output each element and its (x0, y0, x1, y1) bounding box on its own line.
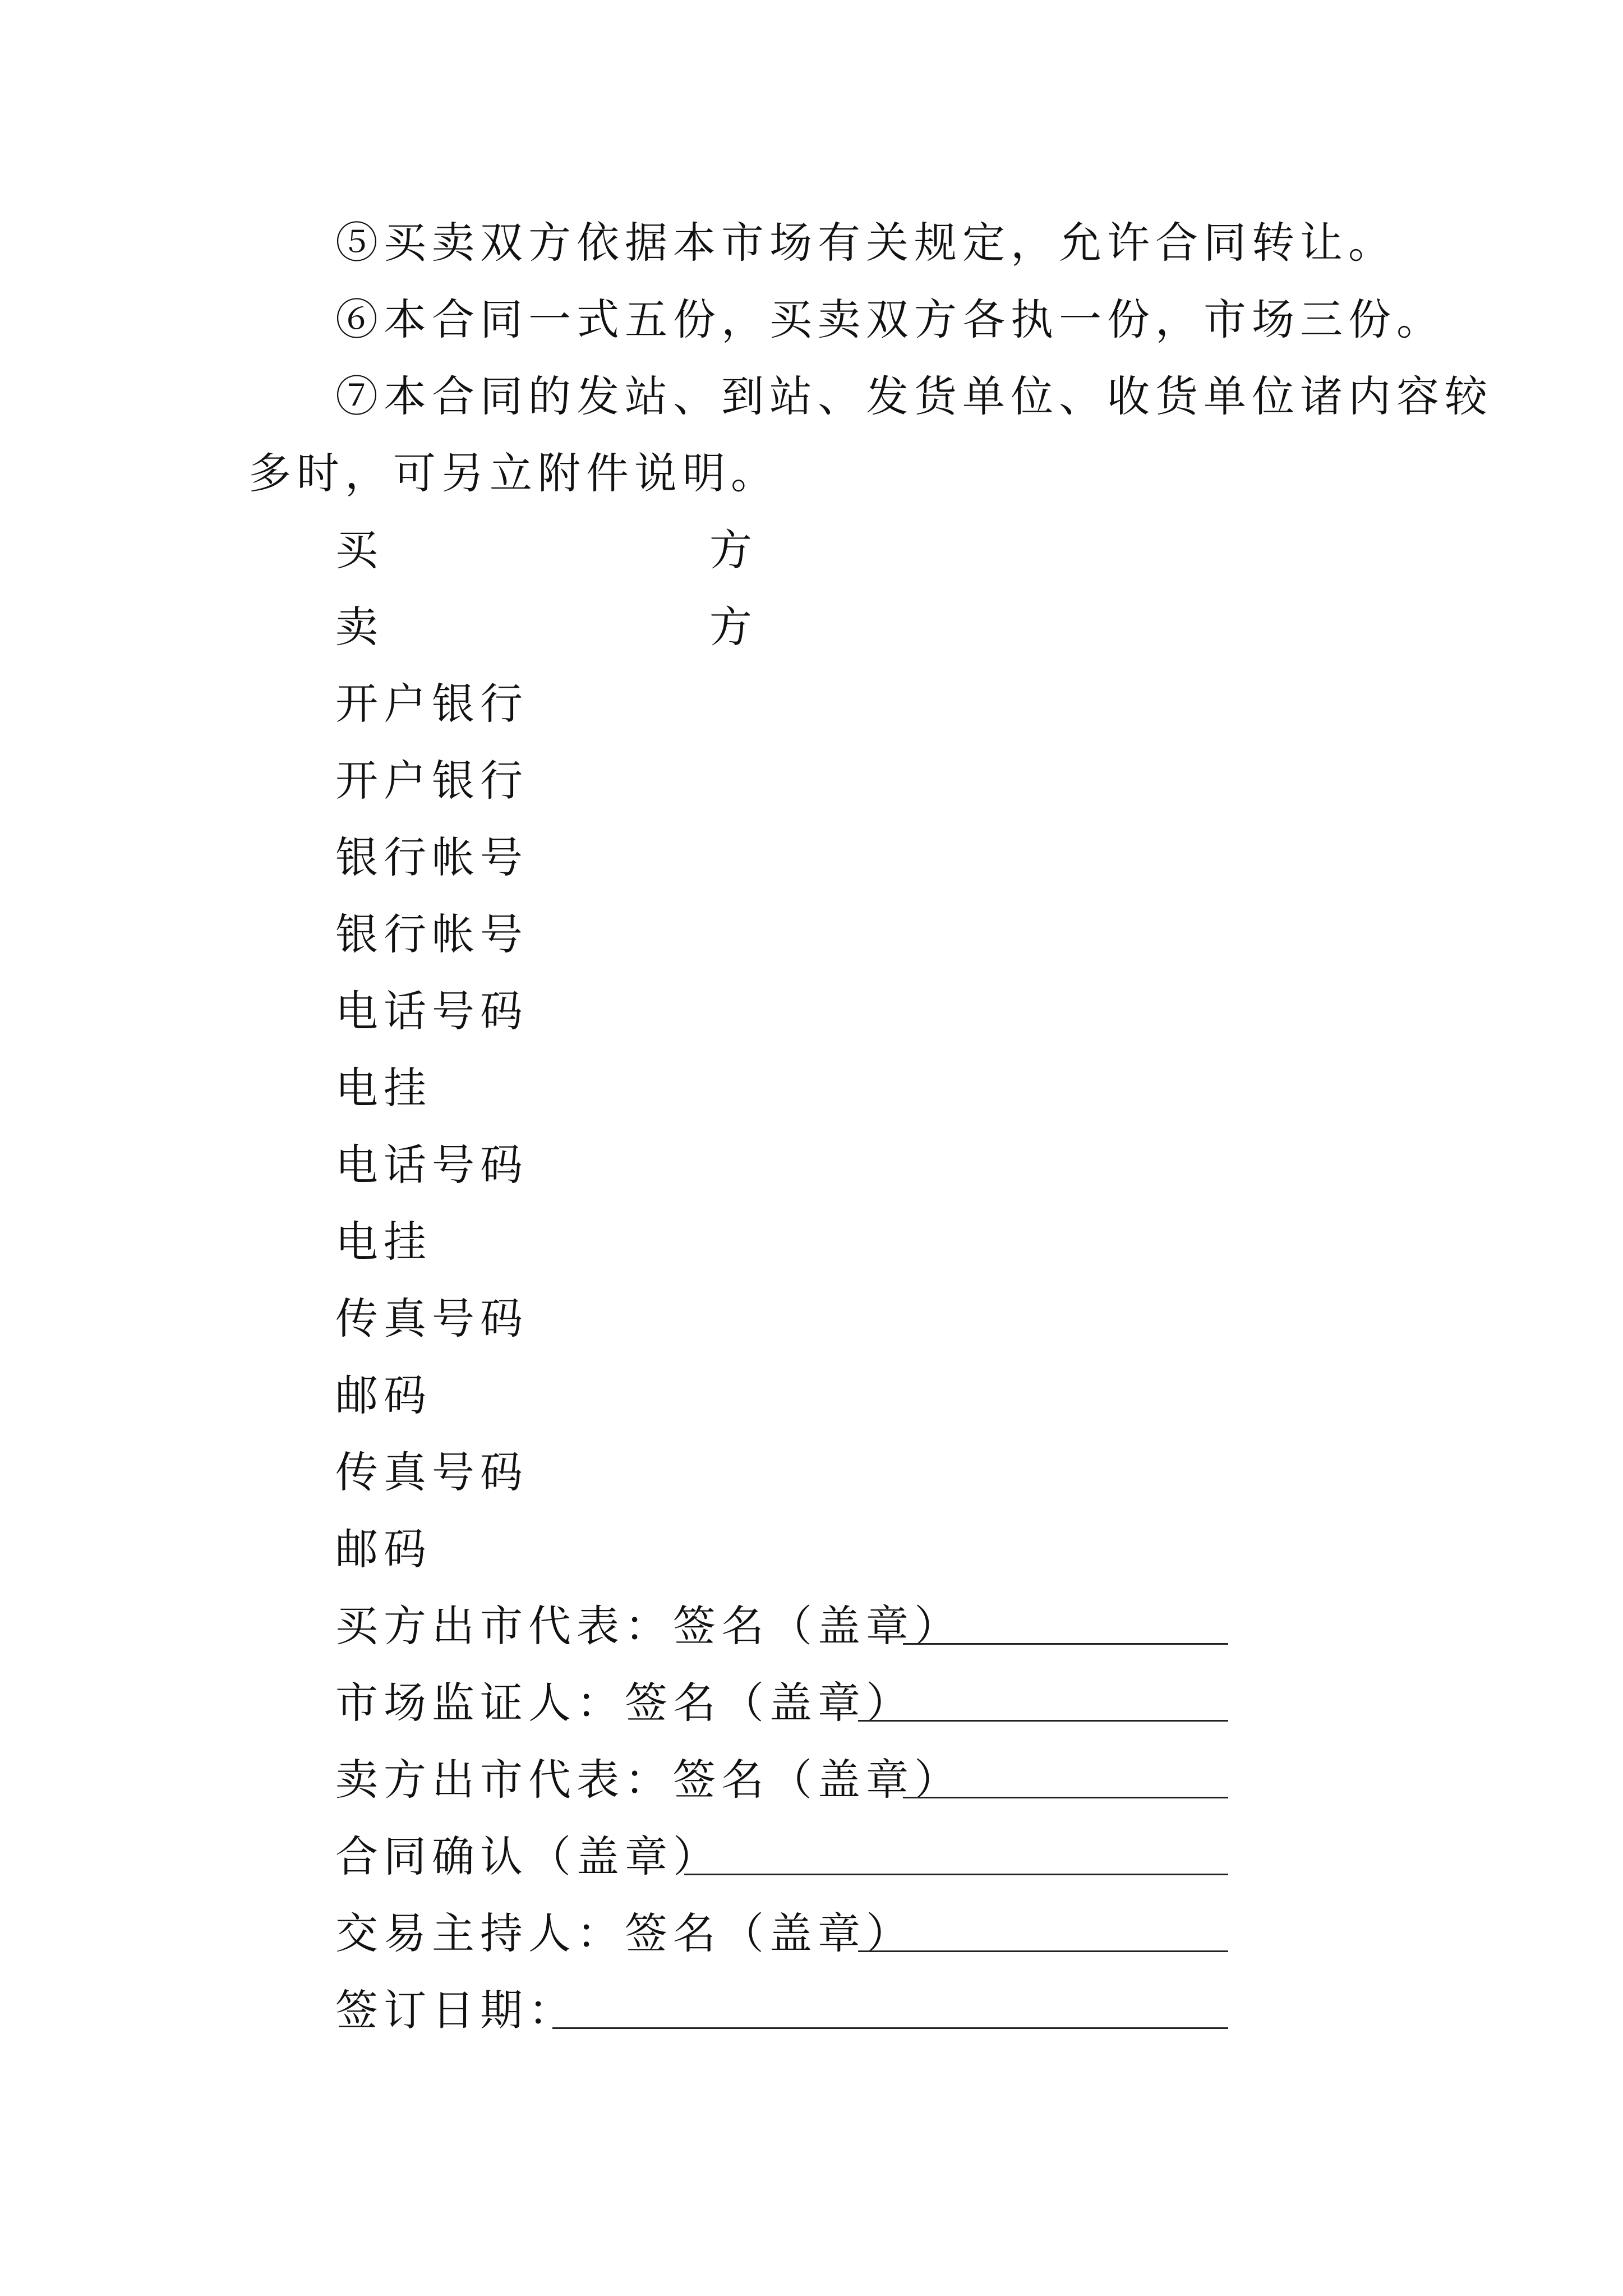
field-fax: 传真号码 (335, 1294, 528, 1343)
field-postcode: 邮码 (335, 1524, 432, 1574)
seller-representative-signature-line (903, 1797, 1228, 1798)
field-account: 银行帐号 (335, 832, 528, 882)
signing-date-label: 签订日期： (335, 1985, 577, 2035)
clause-7: ⑦本合同的发站、到站、发货单位、收货单位诸内容较 (335, 371, 1493, 421)
market-witness-signature-line (858, 1720, 1228, 1722)
buyer-representative-signature-label: 买方出市代表：签名（盖章） (335, 1601, 962, 1651)
market-witness-signature-label: 市场监证人：签名（盖章） (335, 1678, 914, 1728)
seller-label-second: 方 (709, 602, 758, 652)
clause-6: ⑥本合同一式五份，买卖双方各执一份，市场三份。 (335, 295, 1445, 344)
trade-host-signature-label: 交易主持人：签名（盖章） (335, 1908, 914, 1958)
clause-5: ⑤买卖双方依据本市场有关规定，允许合同转让。 (335, 218, 1396, 268)
field-postcode: 邮码 (335, 1370, 432, 1420)
trade-host-signature-line (858, 1950, 1228, 1952)
contract-confirmation-line (684, 1874, 1228, 1875)
clause-7-continued: 多时，可另立附件说明。 (248, 448, 779, 498)
signing-date-line (552, 2027, 1228, 2029)
field-account: 银行帐号 (335, 909, 528, 959)
field-phone: 电话号码 (335, 1140, 528, 1190)
field-bank: 开户银行 (335, 756, 528, 806)
contract-confirmation-label: 合同确认（盖章） (335, 1832, 721, 1881)
buyer-label-second: 方 (709, 525, 758, 575)
buyer-label-first: 买 (335, 525, 384, 575)
field-phone: 电话号码 (335, 986, 528, 1036)
field-cable: 电挂 (335, 1063, 432, 1113)
field-fax: 传真号码 (335, 1447, 528, 1497)
field-cable: 电挂 (335, 1217, 432, 1267)
field-bank: 开户银行 (335, 679, 528, 729)
seller-label-first: 卖 (335, 602, 384, 652)
seller-representative-signature-label: 卖方出市代表：签名（盖章） (335, 1755, 962, 1805)
buyer-representative-signature-line (903, 1643, 1228, 1645)
